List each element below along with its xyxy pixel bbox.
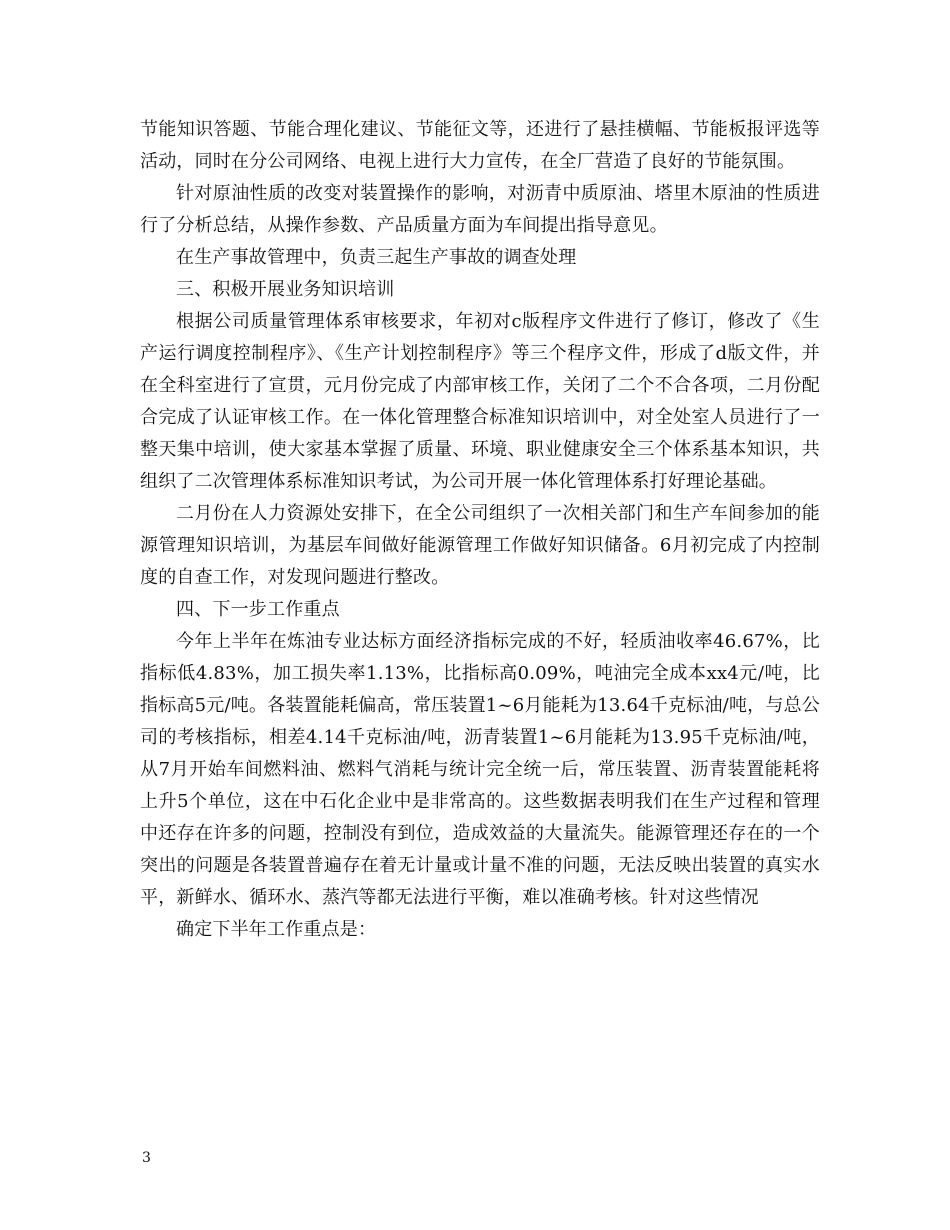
section-heading-next-steps: 四、下一步工作重点 [176, 599, 340, 620]
paragraph-energy-training: 二月份在人力资源处安排下，在全公司组织了一次相关部门和生产车间参加的能源管理知识培训，为基层车间做好能源管理工作做好知识储备。6月初完成了内控制度的自查工作，对发现问题进行整改。 [140, 503, 820, 588]
section-heading-training: 三、积极开展业务知识培训 [176, 279, 395, 300]
document-body [140, 114, 820, 946]
paragraph-continuation: 节能知识答题、节能合理化建议、节能征文等，还进行了悬挂横幅、节能板报评选等活动，同时在分公司网络、电视上进行大力宣传，在全厂营造了良好的节能氛围。 [140, 119, 820, 172]
paragraph-crude-oil-analysis: 针对原油性质的改变对装置操作的影响，对沥青中质原油、塔里木原油的性质进行了分析总结，从操作参数、产品质量方面为车间提出指导意见。 [140, 183, 820, 236]
paragraph-priorities-intro: 确定下半年工作重点是： [176, 919, 377, 940]
paragraph-accident-management: 在生产事故管理中，负责三起生产事故的调查处理 [176, 247, 577, 268]
paragraph-performance-review: 今年上半年在炼油专业达标方面经济指标完成的不好，轻质油收率46.67%，比指标低4.83%，加工损失率1.13%，比指标高0.09%，吨油完全成本xx4元/吨，比指标高5元/吨。各装置能耗偏高，常压装置1~6月能耗为13.64千克标油/吨，与总公司的考核指标，相差4.14千克标油/吨，沥青装置1~6月能耗为13.95千克标油/吨，从7月开始车间燃料油、燃料气消耗与统计完全统一后，常压装置、沥青装置能耗将上升5个单位，这在中石化企业中是非常高的。这些数据表明我们在生产过程和管理中还存在许多的问题，控制没有到位，造成效益的大量流失。能源管理还存在的一个突出的问题是各装置普遍存在着无计量或计量不准的问题，无法反映出装置的真实水平，新鲜水、循环水、蒸汽等都无法进行平衡，难以准确考核。针对这些情况 [140, 631, 820, 908]
paragraph-quality-system: 根据公司质量管理体系审核要求，年初对c版程序文件进行了修订，修改了《生产运行调度控制程序》、《生产计划控制程序》等三个程序文件，形成了d版文件，并在全科室进行了宣贯，元月份完成了内部审核工作，关闭了二个不合各项，二月份配合完成了认证审核工作。在一体化管理整合标准知识培训中，对全处室人员进行了一整天集中培训，使大家基本掌握了质量、环境、职业健康安全三个体系基本知识，共组织了二次管理体系标准知识考试，为公司开展一体化管理体系打好理论基础。 [140, 311, 820, 492]
page-number: 3 [142, 1150, 151, 1166]
